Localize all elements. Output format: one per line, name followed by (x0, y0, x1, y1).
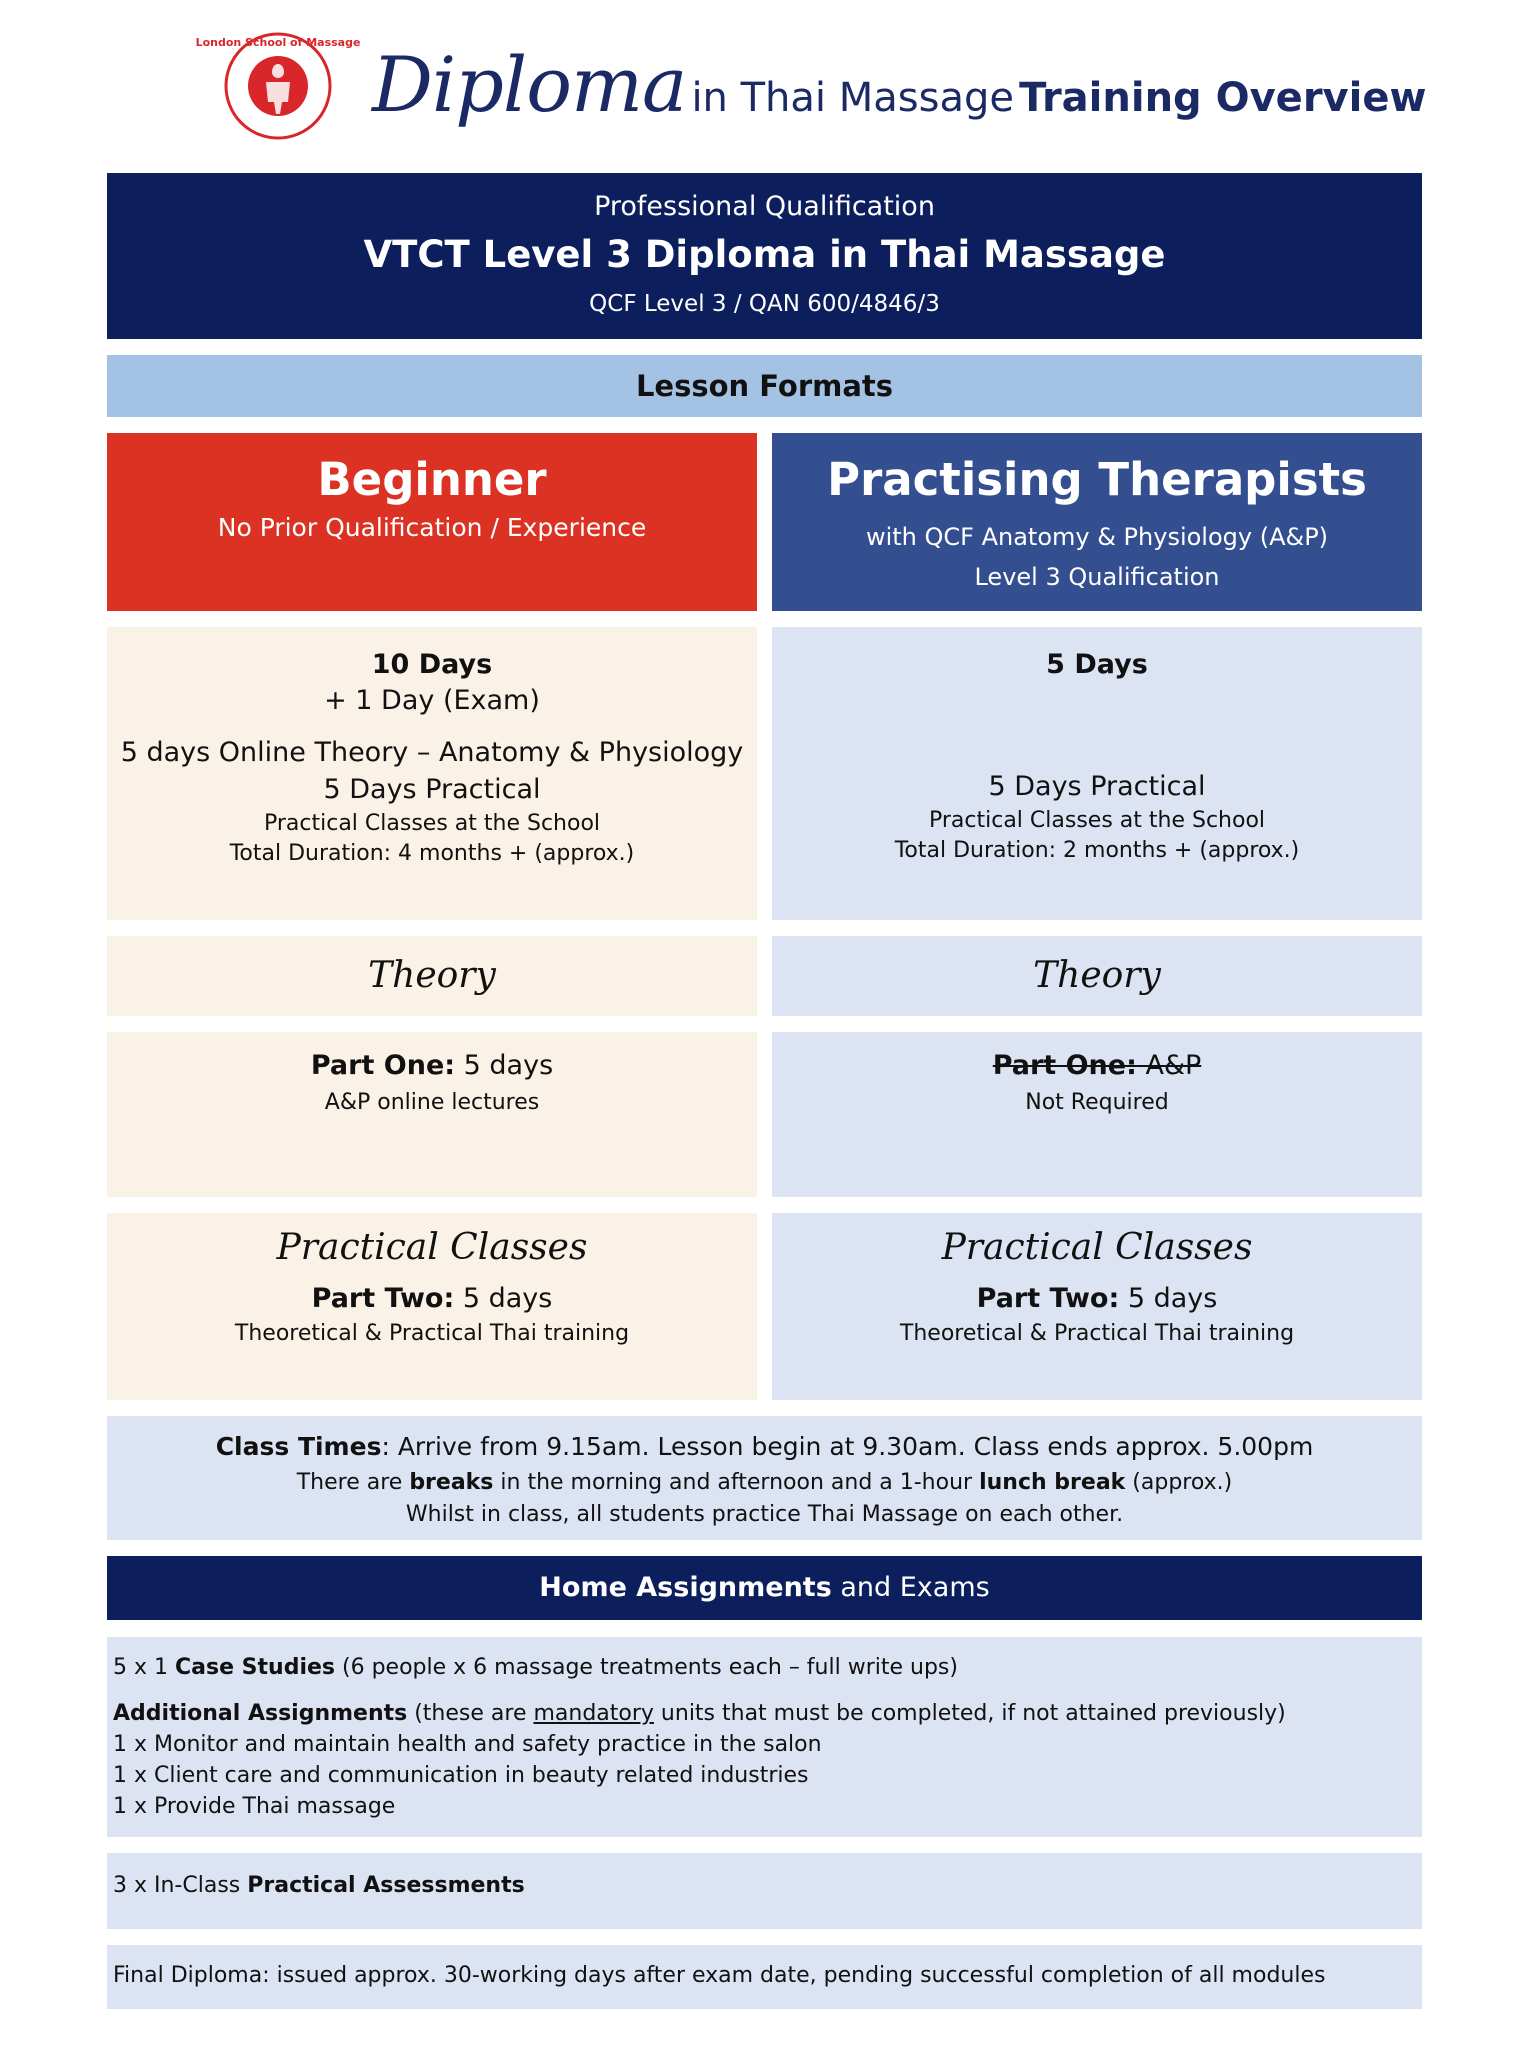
add-a: (these are (407, 1701, 534, 1726)
beginner-practical-note: Practical Classes at the School (263, 811, 601, 836)
assignment-item: 1 x Client care and communication in beauty related industries (113, 1763, 809, 1788)
beginner-exam: + 1 Day (Exam) (324, 685, 540, 716)
practical-assessments-label: Practical Assessments (247, 1873, 525, 1898)
therapists-title: Practising Therapists (827, 453, 1367, 506)
beginner-part-two (107, 1213, 757, 1400)
case-a: 5 x 1 (113, 1655, 175, 1680)
beginner-title: Beginner (317, 453, 547, 506)
practical-assessments-box (107, 1853, 1422, 1929)
home-heading-bold: Home Assignments (539, 1572, 832, 1603)
therapists-practical-note: Practical Classes at the School (928, 808, 1266, 833)
title-script: Diploma (372, 40, 687, 129)
therapists-practical: 5 Days Practical (988, 771, 1206, 802)
beginner-part-two-value: 5 days (454, 1283, 553, 1314)
beginner-online-theory: 5 days Online Theory – Anatomy & Physiology (120, 737, 744, 768)
beginner-practical-heading: Practical Classes (276, 1227, 588, 1268)
title-bold: Training Overview (1019, 75, 1427, 121)
therapists-duration-card (772, 627, 1422, 920)
therapists-part-one-note: Not Required (1025, 1090, 1169, 1115)
final-diploma-box (107, 1945, 1422, 2009)
beginner-duration: Total Duration: 4 months + (approx.) (229, 841, 635, 866)
therapists-part-one (772, 1032, 1422, 1197)
home-heading-plain: and Exams (831, 1572, 990, 1603)
class-times-line3: Whilst in class, all students practice Thai Massage on each other. (405, 1502, 1124, 1527)
therapists-practical-heading: Practical Classes (941, 1227, 1253, 1268)
therapists-part-two-value: 5 days (1119, 1283, 1218, 1314)
additional-assignments-label: Additional Assignments (113, 1701, 408, 1726)
beginner-subtitle: No Prior Qualification / Experience (217, 513, 647, 542)
breaks-text-a: There are (296, 1470, 410, 1495)
therapists-part-one-value: A&P (1136, 1050, 1202, 1081)
school-logo (195, 30, 361, 142)
beginner-theory-heading: Theory (107, 936, 757, 1016)
therapists-duration: Total Duration: 2 months + (approx.) (894, 838, 1300, 863)
breaks-text-c: in the morning and afternoon and a 1-hour (493, 1470, 980, 1495)
therapists-part-two-note: Theoretical & Practical Thai training (899, 1321, 1295, 1346)
breaks-text-b: breaks (409, 1470, 494, 1495)
lesson-formats-bar: Lesson Formats (107, 355, 1422, 417)
class-times-label: Class Times (215, 1432, 382, 1461)
therapists-subtitle-1: with QCF Anatomy & Physiology (A&P) (865, 523, 1329, 551)
beginner-part-one-value: 5 days (455, 1050, 554, 1081)
therapists-part-one-label: Part One: (992, 1050, 1137, 1081)
title-plain: in Thai Massage (691, 75, 1014, 121)
breaks-text-d: lunch break (979, 1470, 1126, 1495)
qualification-kicker: Professional Qualification (594, 191, 935, 222)
beginner-part-one (107, 1032, 757, 1197)
beginner-days: 10 Days (371, 649, 493, 680)
case-studies-label: Case Studies (175, 1655, 335, 1680)
therapists-header (772, 433, 1422, 611)
class-times-box (107, 1416, 1422, 1540)
page-title (372, 40, 1427, 140)
therapists-part-two-label: Part Two: (976, 1283, 1120, 1314)
beginner-part-one-note: A&P online lectures (324, 1090, 540, 1115)
beginner-practical: 5 Days Practical (323, 774, 541, 805)
therapists-theory-heading: Theory (772, 936, 1422, 1016)
home-assignments-header (107, 1556, 1422, 1620)
qualification-name: VTCT Level 3 Diploma in Thai Massage (363, 233, 1166, 276)
assignments-box (107, 1637, 1422, 1837)
beginner-part-two-label: Part Two: (311, 1283, 455, 1314)
mandatory-text: mandatory (533, 1701, 654, 1726)
therapists-days: 5 Days (1046, 649, 1148, 680)
logo-text: London School of Massage (195, 36, 361, 49)
assignment-item: 1 x Provide Thai massage (113, 1794, 396, 1819)
class-times-text: : Arrive from 9.15am. Lesson begin at 9.30am. Class ends approx. 5.00pm (381, 1432, 1314, 1461)
beginner-part-two-note: Theoretical & Practical Thai training (234, 1321, 630, 1346)
beginner-header (107, 433, 757, 611)
therapists-subtitle-2: Level 3 Qualification (974, 563, 1220, 591)
add-b: units that must be completed, if not attained previously) (653, 1701, 1286, 1726)
assess-a: 3 x In-Class (113, 1873, 248, 1898)
qualification-banner (107, 173, 1422, 339)
case-c: (6 people x 6 massage treatments each – full write ups) (335, 1655, 958, 1680)
breaks-text-e: (approx.) (1125, 1470, 1233, 1495)
therapists-part-two (772, 1213, 1422, 1400)
assignment-item: 1 x Monitor and maintain health and safety practice in the salon (113, 1732, 822, 1757)
beginner-duration-card (107, 627, 757, 920)
qualification-code: QCF Level 3 / QAN 600/4846/3 (589, 291, 940, 317)
beginner-part-one-label: Part One: (310, 1050, 456, 1081)
final-diploma-text: Final Diploma: issued approx. 30-working days after exam date, pending successful completion of all modules (113, 1963, 1326, 1988)
